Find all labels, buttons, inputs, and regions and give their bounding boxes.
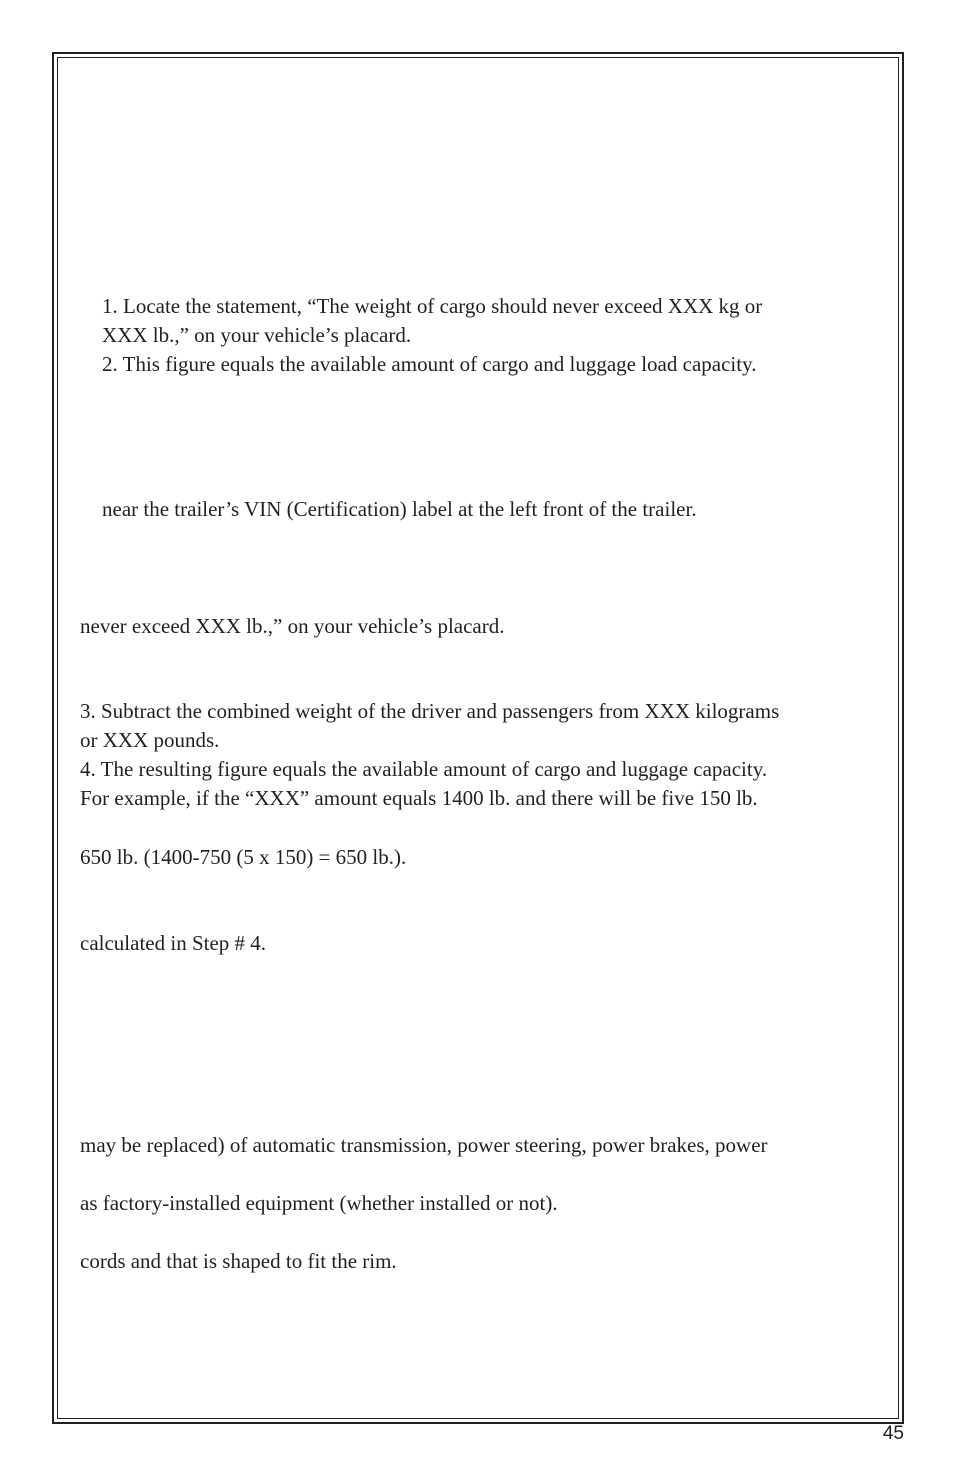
equipment-text: may be replaced) of automatic transmission, power steering, power brakes, power (80, 1133, 768, 1157)
step-4-text-line-2: For example, if the “XXX” amount equals 1400 lb. and there will be five 150 lb. (80, 786, 758, 810)
factory-equipment-text: as factory-installed equipment (whether installed or not). (80, 1191, 558, 1215)
step-1-text-line-1: 1. Locate the statement, “The weight of cargo should never exceed XXX kg or (102, 294, 763, 318)
cords-text: cords and that is shaped to fit the rim. (80, 1249, 397, 1273)
step-3-text-line-1: 3. Subtract the combined weight of the driver and passengers from XXX kilograms (80, 699, 780, 723)
step-2-text: 2. This figure equals the available amount of cargo and luggage load capacity. (102, 352, 757, 376)
placard-note: never exceed XXX lb.,” on your vehicle’s placard. (80, 614, 505, 638)
example-result: 650 lb. (1400-750 (5 x 150) = 650 lb.). (80, 845, 407, 869)
step-reference: calculated in Step # 4. (80, 931, 267, 955)
step-3-text-line-2: or XXX pounds. (80, 728, 220, 752)
vin-label-note: near the trailer’s VIN (Certification) label at the left front of the trailer. (102, 497, 697, 521)
step-4-text-line-1: 4. The resulting figure equals the available amount of cargo and luggage capacity. (80, 757, 768, 781)
step-1-text-line-2: XXX lb.,” on your vehicle’s placard. (102, 323, 412, 347)
page-number: 45 (882, 1423, 904, 1444)
